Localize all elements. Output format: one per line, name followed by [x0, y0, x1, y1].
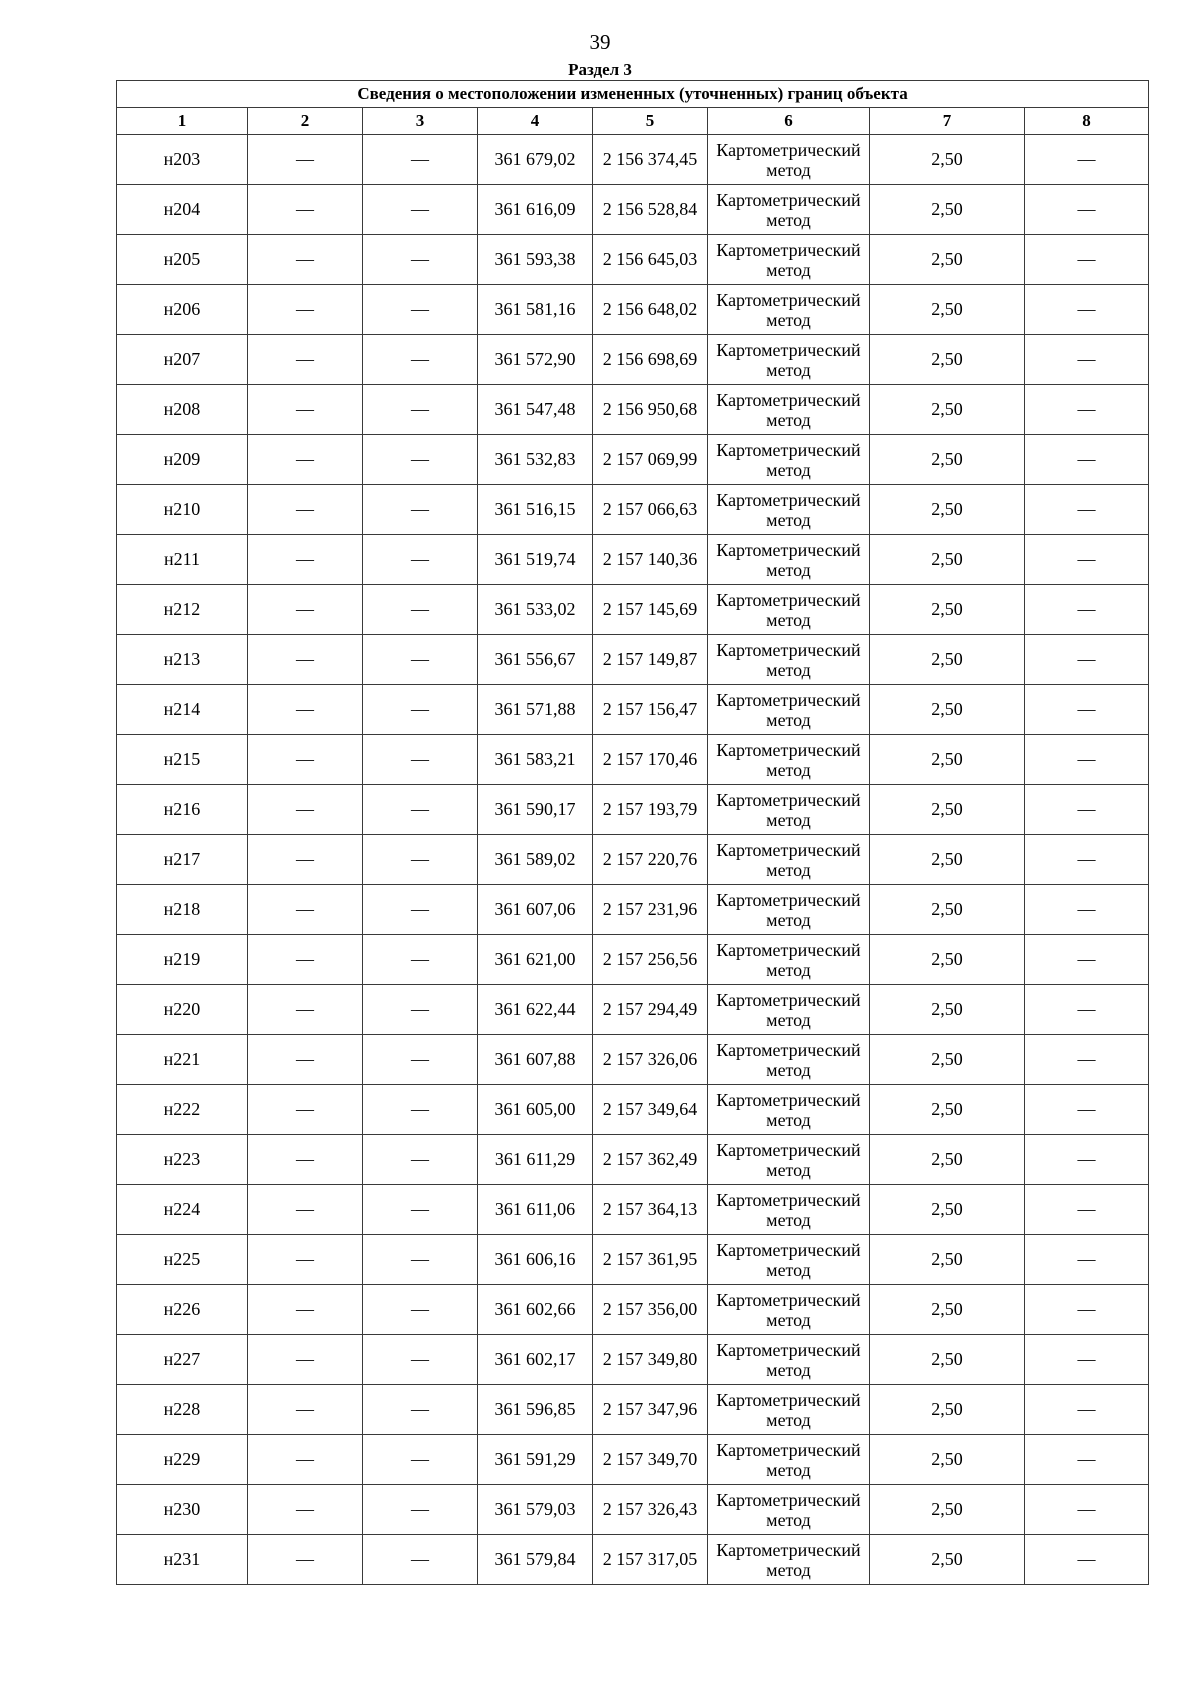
- column-8-cell: —: [1025, 1185, 1149, 1235]
- x-coordinate-cell: 361 532,83: [478, 435, 593, 485]
- x-coordinate-cell: 361 596,85: [478, 1385, 593, 1435]
- column-3-cell: —: [363, 1285, 478, 1335]
- column-number: 4: [478, 108, 593, 135]
- accuracy-cell: 2,50: [870, 585, 1025, 635]
- column-8-cell: —: [1025, 1385, 1149, 1435]
- point-name-cell: н220: [117, 985, 248, 1035]
- x-coordinate-cell: 361 589,02: [478, 835, 593, 885]
- column-2-cell: —: [248, 235, 363, 285]
- column-8-cell: —: [1025, 535, 1149, 585]
- table-row: [117, 735, 1149, 785]
- accuracy-cell: 2,50: [870, 285, 1025, 335]
- table-row: [117, 785, 1149, 835]
- y-coordinate-cell: 2 157 326,06: [593, 1035, 708, 1085]
- column-2-cell: —: [248, 985, 363, 1035]
- y-coordinate-cell: 2 157 349,80: [593, 1335, 708, 1385]
- point-name-cell: н228: [117, 1385, 248, 1435]
- y-coordinate-cell: 2 157 193,79: [593, 785, 708, 835]
- point-name-cell: н231: [117, 1535, 248, 1585]
- column-8-cell: —: [1025, 735, 1149, 785]
- column-8-cell: —: [1025, 485, 1149, 535]
- accuracy-cell: 2,50: [870, 485, 1025, 535]
- y-coordinate-cell: 2 157 145,69: [593, 585, 708, 635]
- method-cell: Картометрический метод: [708, 635, 870, 685]
- accuracy-cell: 2,50: [870, 1535, 1025, 1585]
- column-8-cell: —: [1025, 335, 1149, 385]
- column-number: 6: [708, 108, 870, 135]
- column-8-cell: —: [1025, 1285, 1149, 1335]
- column-3-cell: —: [363, 1485, 478, 1535]
- point-name-cell: н213: [117, 635, 248, 685]
- x-coordinate-cell: 361 607,88: [478, 1035, 593, 1085]
- column-number: 3: [363, 108, 478, 135]
- accuracy-cell: 2,50: [870, 1135, 1025, 1185]
- method-cell: Картометрический метод: [708, 1135, 870, 1185]
- column-3-cell: —: [363, 485, 478, 535]
- column-8-cell: —: [1025, 635, 1149, 685]
- column-number: 1: [117, 108, 248, 135]
- column-8-cell: —: [1025, 985, 1149, 1035]
- column-3-cell: —: [363, 535, 478, 585]
- table-row: [117, 1235, 1149, 1285]
- accuracy-cell: 2,50: [870, 135, 1025, 185]
- accuracy-cell: 2,50: [870, 635, 1025, 685]
- y-coordinate-cell: 2 157 361,95: [593, 1235, 708, 1285]
- column-2-cell: —: [248, 185, 363, 235]
- x-coordinate-cell: 361 602,17: [478, 1335, 593, 1385]
- column-number: 5: [593, 108, 708, 135]
- y-coordinate-cell: 2 156 528,84: [593, 185, 708, 235]
- x-coordinate-cell: 361 611,29: [478, 1135, 593, 1185]
- point-name-cell: н209: [117, 435, 248, 485]
- column-3-cell: —: [363, 1435, 478, 1485]
- method-cell: Картометрический метод: [708, 1385, 870, 1435]
- method-cell: Картометрический метод: [708, 1035, 870, 1085]
- column-2-cell: —: [248, 685, 363, 735]
- method-cell: Картометрический метод: [708, 1435, 870, 1485]
- table-row: [117, 1535, 1149, 1585]
- y-coordinate-cell: 2 157 069,99: [593, 435, 708, 485]
- table-row: [117, 535, 1149, 585]
- table-row: [117, 585, 1149, 635]
- method-cell: Картометрический метод: [708, 885, 870, 935]
- x-coordinate-cell: 361 533,02: [478, 585, 593, 635]
- accuracy-cell: 2,50: [870, 1335, 1025, 1385]
- method-cell: Картометрический метод: [708, 585, 870, 635]
- point-name-cell: н204: [117, 185, 248, 235]
- column-3-cell: —: [363, 835, 478, 885]
- y-coordinate-cell: 2 157 347,96: [593, 1385, 708, 1435]
- accuracy-cell: 2,50: [870, 235, 1025, 285]
- column-3-cell: —: [363, 1035, 478, 1085]
- method-cell: Картометрический метод: [708, 1335, 870, 1385]
- column-8-cell: —: [1025, 885, 1149, 935]
- y-coordinate-cell: 2 157 140,36: [593, 535, 708, 585]
- accuracy-cell: 2,50: [870, 335, 1025, 385]
- method-cell: Картометрический метод: [708, 1535, 870, 1585]
- method-cell: Картометрический метод: [708, 135, 870, 185]
- table-row: [117, 1185, 1149, 1235]
- column-3-cell: —: [363, 785, 478, 835]
- column-2-cell: —: [248, 335, 363, 385]
- accuracy-cell: 2,50: [870, 985, 1025, 1035]
- x-coordinate-cell: 361 583,21: [478, 735, 593, 785]
- column-8-cell: —: [1025, 1435, 1149, 1485]
- column-8-cell: —: [1025, 135, 1149, 185]
- accuracy-cell: 2,50: [870, 1435, 1025, 1485]
- column-3-cell: —: [363, 1135, 478, 1185]
- table-row: [117, 1435, 1149, 1485]
- column-3-cell: —: [363, 685, 478, 735]
- point-name-cell: н216: [117, 785, 248, 835]
- point-name-cell: н229: [117, 1435, 248, 1485]
- method-cell: Картометрический метод: [708, 485, 870, 535]
- column-2-cell: —: [248, 1235, 363, 1285]
- y-coordinate-cell: 2 157 326,43: [593, 1485, 708, 1535]
- y-coordinate-cell: 2 156 648,02: [593, 285, 708, 335]
- column-3-cell: —: [363, 1085, 478, 1135]
- point-name-cell: н219: [117, 935, 248, 985]
- column-3-cell: —: [363, 1235, 478, 1285]
- point-name-cell: н223: [117, 1135, 248, 1185]
- x-coordinate-cell: 361 606,16: [478, 1235, 593, 1285]
- table-row: [117, 635, 1149, 685]
- accuracy-cell: 2,50: [870, 1385, 1025, 1435]
- point-name-cell: н208: [117, 385, 248, 435]
- point-name-cell: н212: [117, 585, 248, 635]
- point-name-cell: н203: [117, 135, 248, 185]
- x-coordinate-cell: 361 593,38: [478, 235, 593, 285]
- method-cell: Картометрический метод: [708, 985, 870, 1035]
- method-cell: Картометрический метод: [708, 1235, 870, 1285]
- x-coordinate-cell: 361 621,00: [478, 935, 593, 985]
- method-cell: Картометрический метод: [708, 785, 870, 835]
- point-name-cell: н211: [117, 535, 248, 585]
- column-2-cell: —: [248, 1035, 363, 1085]
- y-coordinate-cell: 2 156 374,45: [593, 135, 708, 185]
- x-coordinate-cell: 361 607,06: [478, 885, 593, 935]
- x-coordinate-cell: 361 590,17: [478, 785, 593, 835]
- column-8-cell: —: [1025, 285, 1149, 335]
- x-coordinate-cell: 361 605,00: [478, 1085, 593, 1135]
- table-row: [117, 435, 1149, 485]
- table-caption: Сведения о местоположении измененных (уточненных) границ объекта: [117, 81, 1149, 108]
- x-coordinate-cell: 361 679,02: [478, 135, 593, 185]
- method-cell: Картометрический метод: [708, 835, 870, 885]
- method-cell: Картометрический метод: [708, 1085, 870, 1135]
- column-3-cell: —: [363, 635, 478, 685]
- x-coordinate-cell: 361 581,16: [478, 285, 593, 335]
- column-8-cell: —: [1025, 1485, 1149, 1535]
- boundary-coordinates-table: [116, 80, 1149, 1585]
- table-row: [117, 1485, 1149, 1535]
- table-row: [117, 285, 1149, 335]
- column-3-cell: —: [363, 585, 478, 635]
- y-coordinate-cell: 2 156 698,69: [593, 335, 708, 385]
- column-2-cell: —: [248, 485, 363, 535]
- table-row: [117, 1035, 1149, 1085]
- x-coordinate-cell: 361 622,44: [478, 985, 593, 1035]
- column-number: 7: [870, 108, 1025, 135]
- column-3-cell: —: [363, 135, 478, 185]
- method-cell: Картометрический метод: [708, 335, 870, 385]
- y-coordinate-cell: 2 156 645,03: [593, 235, 708, 285]
- column-2-cell: —: [248, 385, 363, 435]
- table-row: [117, 935, 1149, 985]
- column-number: 8: [1025, 108, 1149, 135]
- accuracy-cell: 2,50: [870, 1085, 1025, 1135]
- x-coordinate-cell: 361 519,74: [478, 535, 593, 585]
- column-3-cell: —: [363, 735, 478, 785]
- column-2-cell: —: [248, 735, 363, 785]
- method-cell: Картометрический метод: [708, 235, 870, 285]
- x-coordinate-cell: 361 591,29: [478, 1435, 593, 1485]
- x-coordinate-cell: 361 602,66: [478, 1285, 593, 1335]
- column-8-cell: —: [1025, 235, 1149, 285]
- column-8-cell: —: [1025, 1035, 1149, 1085]
- accuracy-cell: 2,50: [870, 385, 1025, 435]
- accuracy-cell: 2,50: [870, 785, 1025, 835]
- column-8-cell: —: [1025, 185, 1149, 235]
- method-cell: Картометрический метод: [708, 935, 870, 985]
- y-coordinate-cell: 2 157 294,49: [593, 985, 708, 1035]
- accuracy-cell: 2,50: [870, 1485, 1025, 1535]
- x-coordinate-cell: 361 579,84: [478, 1535, 593, 1585]
- column-3-cell: —: [363, 385, 478, 435]
- table-row: [117, 235, 1149, 285]
- column-8-cell: —: [1025, 1335, 1149, 1385]
- column-8-cell: —: [1025, 685, 1149, 735]
- column-2-cell: —: [248, 1185, 363, 1235]
- y-coordinate-cell: 2 157 066,63: [593, 485, 708, 535]
- y-coordinate-cell: 2 157 231,96: [593, 885, 708, 935]
- y-coordinate-cell: 2 157 364,13: [593, 1185, 708, 1235]
- column-8-cell: —: [1025, 835, 1149, 885]
- point-name-cell: н226: [117, 1285, 248, 1335]
- point-name-cell: н227: [117, 1335, 248, 1385]
- y-coordinate-cell: 2 157 170,46: [593, 735, 708, 785]
- column-2-cell: —: [248, 1535, 363, 1585]
- column-number-row: [117, 108, 1149, 135]
- column-2-cell: —: [248, 1285, 363, 1335]
- column-2-cell: —: [248, 1485, 363, 1535]
- point-name-cell: н215: [117, 735, 248, 785]
- column-3-cell: —: [363, 1385, 478, 1435]
- accuracy-cell: 2,50: [870, 1185, 1025, 1235]
- column-2-cell: —: [248, 535, 363, 585]
- column-2-cell: —: [248, 1135, 363, 1185]
- table-row: [117, 185, 1149, 235]
- column-3-cell: —: [363, 285, 478, 335]
- point-name-cell: н221: [117, 1035, 248, 1085]
- accuracy-cell: 2,50: [870, 735, 1025, 785]
- column-2-cell: —: [248, 1085, 363, 1135]
- column-8-cell: —: [1025, 1235, 1149, 1285]
- method-cell: Картометрический метод: [708, 435, 870, 485]
- table-row: [117, 885, 1149, 935]
- column-2-cell: —: [248, 135, 363, 185]
- x-coordinate-cell: 361 547,48: [478, 385, 593, 435]
- accuracy-cell: 2,50: [870, 885, 1025, 935]
- point-name-cell: н217: [117, 835, 248, 885]
- column-3-cell: —: [363, 1185, 478, 1235]
- column-2-cell: —: [248, 785, 363, 835]
- x-coordinate-cell: 361 572,90: [478, 335, 593, 385]
- y-coordinate-cell: 2 157 349,64: [593, 1085, 708, 1135]
- column-3-cell: —: [363, 235, 478, 285]
- column-3-cell: —: [363, 1535, 478, 1585]
- x-coordinate-cell: 361 579,03: [478, 1485, 593, 1535]
- column-3-cell: —: [363, 885, 478, 935]
- x-coordinate-cell: 361 516,15: [478, 485, 593, 535]
- table-row: [117, 1335, 1149, 1385]
- column-3-cell: —: [363, 1335, 478, 1385]
- y-coordinate-cell: 2 157 362,49: [593, 1135, 708, 1185]
- method-cell: Картометрический метод: [708, 685, 870, 735]
- point-name-cell: н218: [117, 885, 248, 935]
- column-8-cell: —: [1025, 785, 1149, 835]
- accuracy-cell: 2,50: [870, 935, 1025, 985]
- column-2-cell: —: [248, 285, 363, 335]
- y-coordinate-cell: 2 157 220,76: [593, 835, 708, 885]
- table-row: [117, 1085, 1149, 1135]
- point-name-cell: н214: [117, 685, 248, 735]
- column-3-cell: —: [363, 185, 478, 235]
- point-name-cell: н230: [117, 1485, 248, 1535]
- point-name-cell: н222: [117, 1085, 248, 1135]
- page-number: 39: [589, 30, 611, 54]
- column-3-cell: —: [363, 435, 478, 485]
- column-2-cell: —: [248, 935, 363, 985]
- y-coordinate-cell: 2 157 356,00: [593, 1285, 708, 1335]
- method-cell: Картометрический метод: [708, 1485, 870, 1535]
- table-row: [117, 1285, 1149, 1335]
- column-8-cell: —: [1025, 1535, 1149, 1585]
- y-coordinate-cell: 2 157 149,87: [593, 635, 708, 685]
- table-row: [117, 1135, 1149, 1185]
- x-coordinate-cell: 361 556,67: [478, 635, 593, 685]
- column-number: 2: [248, 108, 363, 135]
- point-name-cell: н224: [117, 1185, 248, 1235]
- table-row: [117, 385, 1149, 435]
- section-label: Раздел 3: [568, 60, 632, 79]
- y-coordinate-cell: 2 157 349,70: [593, 1435, 708, 1485]
- column-2-cell: —: [248, 835, 363, 885]
- table-row: [117, 985, 1149, 1035]
- accuracy-cell: 2,50: [870, 535, 1025, 585]
- accuracy-cell: 2,50: [870, 435, 1025, 485]
- column-2-cell: —: [248, 435, 363, 485]
- accuracy-cell: 2,50: [870, 1235, 1025, 1285]
- table-caption-row: [117, 81, 1149, 108]
- table-row: [117, 135, 1149, 185]
- column-8-cell: —: [1025, 385, 1149, 435]
- table-row: [117, 835, 1149, 885]
- method-cell: Картометрический метод: [708, 385, 870, 435]
- accuracy-cell: 2,50: [870, 1285, 1025, 1335]
- point-name-cell: н206: [117, 285, 248, 335]
- column-2-cell: —: [248, 1385, 363, 1435]
- column-3-cell: —: [363, 335, 478, 385]
- column-8-cell: —: [1025, 435, 1149, 485]
- point-name-cell: н207: [117, 335, 248, 385]
- method-cell: Картометрический метод: [708, 735, 870, 785]
- accuracy-cell: 2,50: [870, 835, 1025, 885]
- table-row: [117, 685, 1149, 735]
- y-coordinate-cell: 2 157 256,56: [593, 935, 708, 985]
- table-row: [117, 485, 1149, 535]
- column-2-cell: —: [248, 1335, 363, 1385]
- table-row: [117, 1385, 1149, 1435]
- column-8-cell: —: [1025, 1135, 1149, 1185]
- column-2-cell: —: [248, 585, 363, 635]
- x-coordinate-cell: 361 571,88: [478, 685, 593, 735]
- column-2-cell: —: [248, 885, 363, 935]
- point-name-cell: н225: [117, 1235, 248, 1285]
- column-2-cell: —: [248, 635, 363, 685]
- method-cell: Картометрический метод: [708, 1285, 870, 1335]
- column-8-cell: —: [1025, 1085, 1149, 1135]
- method-cell: Картометрический метод: [708, 285, 870, 335]
- y-coordinate-cell: 2 157 317,05: [593, 1535, 708, 1585]
- point-name-cell: н210: [117, 485, 248, 535]
- accuracy-cell: 2,50: [870, 185, 1025, 235]
- column-8-cell: —: [1025, 935, 1149, 985]
- point-name-cell: н205: [117, 235, 248, 285]
- method-cell: Картометрический метод: [708, 185, 870, 235]
- column-8-cell: —: [1025, 585, 1149, 635]
- column-3-cell: —: [363, 935, 478, 985]
- table-row: [117, 335, 1149, 385]
- x-coordinate-cell: 361 616,09: [478, 185, 593, 235]
- accuracy-cell: 2,50: [870, 1035, 1025, 1085]
- x-coordinate-cell: 361 611,06: [478, 1185, 593, 1235]
- method-cell: Картометрический метод: [708, 535, 870, 585]
- column-3-cell: —: [363, 985, 478, 1035]
- method-cell: Картометрический метод: [708, 1185, 870, 1235]
- accuracy-cell: 2,50: [870, 685, 1025, 735]
- y-coordinate-cell: 2 156 950,68: [593, 385, 708, 435]
- column-2-cell: —: [248, 1435, 363, 1485]
- y-coordinate-cell: 2 157 156,47: [593, 685, 708, 735]
